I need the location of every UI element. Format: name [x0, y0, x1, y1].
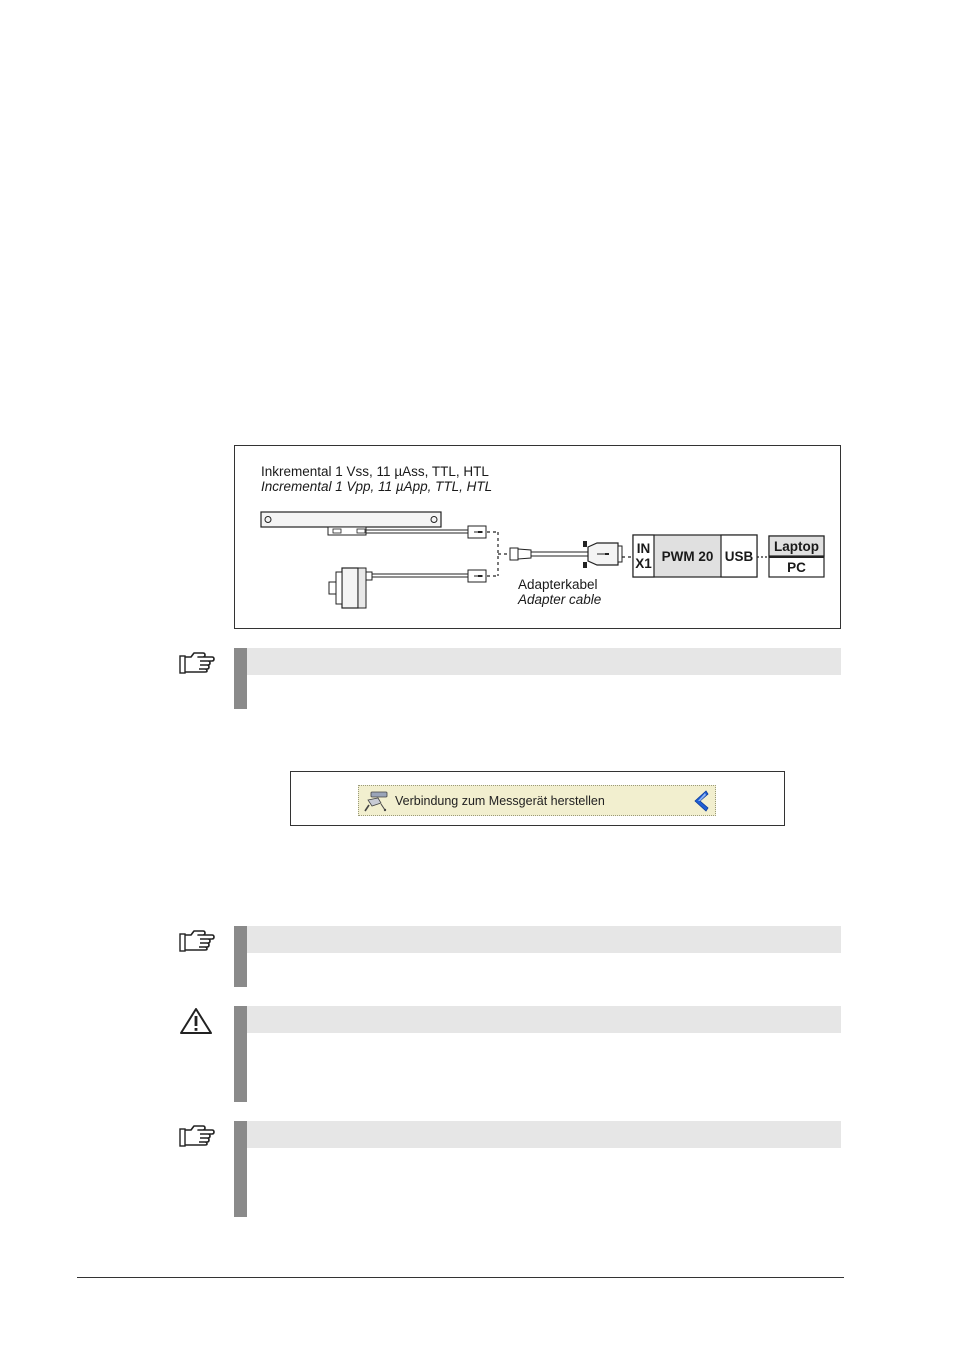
software-screenshot: [290, 771, 785, 826]
note-block: [234, 648, 841, 709]
note-header: [247, 648, 841, 675]
note-block: [234, 1121, 841, 1217]
connect-device-label: Verbindung zum Messgerät herstellen: [395, 794, 605, 808]
footer-divider: [77, 1277, 844, 1278]
note-block: [234, 926, 841, 987]
device-label: PWM 20: [661, 549, 714, 564]
adapter-label-en: Adapter cable: [518, 592, 602, 607]
input-label-top: IN: [636, 541, 651, 556]
note-bar: [234, 1121, 247, 1217]
note-bar: [234, 648, 247, 709]
input-label-bottom: X1: [635, 556, 652, 571]
connection-diagram: [234, 445, 841, 629]
pc-label: PC: [787, 560, 806, 575]
note-bar: [234, 926, 247, 987]
laptop-label: Laptop: [774, 539, 819, 554]
warning-bar: [234, 1006, 247, 1102]
adapter-cable-icon: [510, 541, 622, 568]
pointing-hand-icon: [178, 928, 216, 952]
note-header: [247, 926, 841, 953]
connect-device-button[interactable]: [358, 785, 716, 816]
connection-plug-icon: [363, 791, 391, 813]
note-header: [247, 1121, 841, 1148]
pointing-hand-icon: [178, 1123, 216, 1147]
warning-header: [247, 1006, 841, 1033]
back-arrow-icon: [691, 789, 711, 813]
warning-triangle-icon: [179, 1007, 213, 1035]
warning-block: [234, 1006, 841, 1102]
adapter-label-de: Adapterkabel: [518, 577, 598, 592]
linear-encoder-icon: [261, 512, 486, 538]
dashed-connection-lines: [487, 532, 508, 576]
usb-label: USB: [724, 549, 754, 564]
figure-title-de: Inkremental 1 Vss, 11 µAss, TTL, HTL: [261, 464, 489, 479]
figure-title-en: Incremental 1 Vpp, 11 µApp, TTL, HTL: [261, 479, 493, 494]
pointing-hand-icon: [178, 650, 216, 674]
rotary-encoder-icon: [329, 568, 486, 608]
